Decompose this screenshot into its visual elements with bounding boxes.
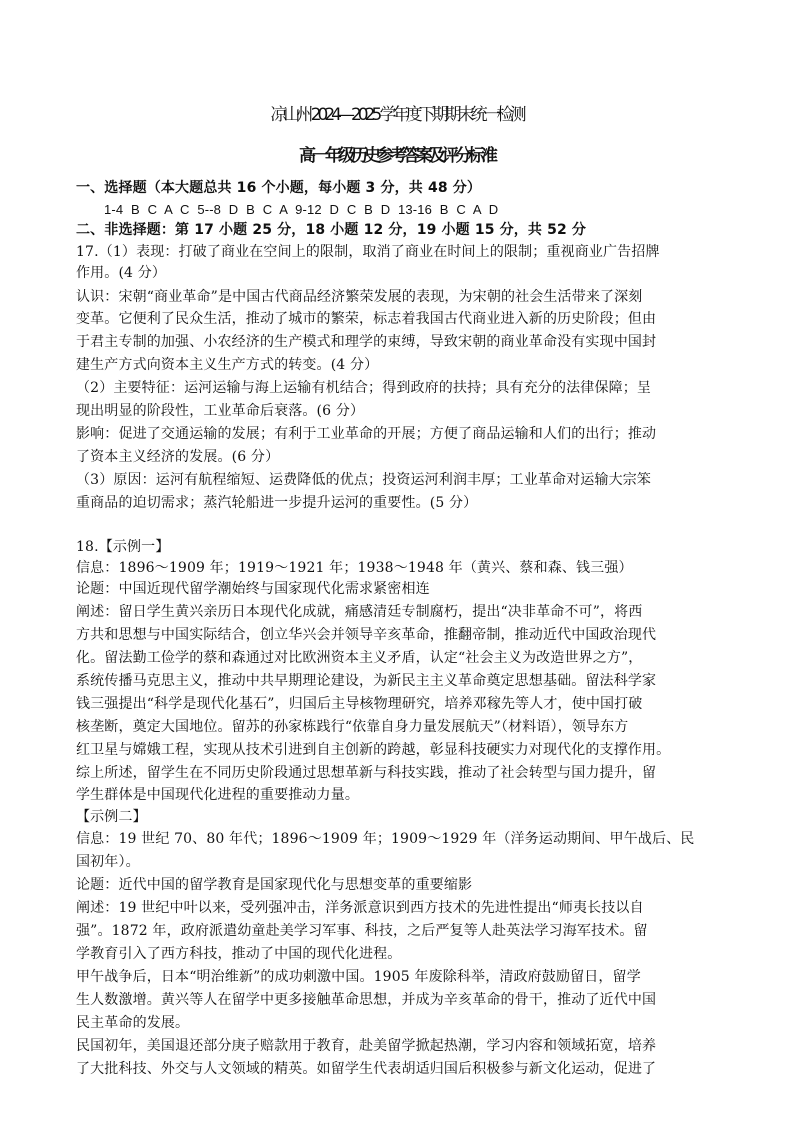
q18-ex2-line-7: 学教育引入了西方科技，推动了中国的现代化进程。: [76, 946, 402, 962]
q17-line-8: 现出明显的阶段性，工业革命后衰落。(6 分）: [76, 403, 365, 419]
q18-line-6: 系统传播马克思主义，推动中共早期理论建设，为新民主主义革命奠定思想基础。留法科学家: [76, 673, 657, 689]
q17-line-7: （2）主要特征：运河运输与海上运输有机结合；得到政府的扶持；具有充分的法律保障；呈: [76, 380, 652, 396]
q18-ex2-info-1: 信息：19 世纪 70、80 年代；1896～1909 年；1909～1929 年（洋务运动期间、甲午战后、民: [76, 831, 695, 847]
q17-line-12: 重商品的迫切需求；蒸汽轮船进一步提升运河的重要性。(5 分）: [76, 495, 478, 511]
q17-line-6: 建生产方式向资本主义生产方式的转变。(4 分）: [76, 357, 379, 373]
q18-line-info: 信息：1896～1909 年；1919～1921 年；1938～1948 年（黄兴、蔡和森、钱三强）: [76, 560, 633, 576]
exam-title: 凉山州 2024—2025 学年度下期期末统一检测: [270, 105, 523, 125]
choice-answers: 1-4 B C A C 5--8 D B C A 9-12 D C B D 13-16 B C A D: [104, 202, 499, 217]
q18-line-10: 综上所述，留学生在不同历史阶段通过思想革新与科技实践，推动了社会转型与国力提升，留: [76, 765, 657, 781]
q18-example2-heading: 【示例二】: [76, 809, 147, 825]
q17-line-4: 变革。它便利了民众生活，推动了城市的繁荣，标志着我国古代商业进入新的历史阶段；但由: [76, 311, 657, 327]
q18-ex2-topic: 论题：近代中国的留学教育是国家现代化与思想变革的重要缩影: [76, 877, 473, 893]
q17-line-9: 影响：促进了交通运输的发展；有利于工业革命的开展；方便了商品运输和人们的出行；推动: [76, 426, 657, 442]
q18-example1-heading: 18.【示例一】: [76, 539, 170, 555]
q18-ex2-line-10: 民主革命的发展。: [76, 1015, 190, 1031]
q18-line-11: 学生群体是中国现代化进程的重要推动力量。: [76, 787, 359, 803]
q18-line-topic: 论题：中国近现代留学潮始终与国家现代化需求紧密相连: [76, 581, 430, 597]
q17-line-10: 了资本主义经济的发展。(6 分）: [76, 449, 280, 465]
q18-line-8: 核垄断，奠定大国地位。留苏的孙家栋践行“依靠自身力量发展航天”（材料语），领导东方: [76, 719, 629, 735]
q18-ex2-line-12: 了大批科技、外交与人文领域的精英。如留学生代表胡适归国后积极参与新文化运动，促进了: [76, 1061, 657, 1077]
q18-line-3: 阐述：留日学生黄兴亲历日本现代化成就，痛感清廷专制腐朽，提出“决非革命不可”，将西: [76, 604, 643, 620]
q18-line-4: 方共和思想与中国实际结合，创立华兴会并领导辛亥革命，推翻帝制，推动近代中国政治现代: [76, 627, 657, 643]
q18-ex2-line-11: 民国初年，美国退还部分庚子赔款用于教育，赴美留学掀起热潮，学习内容和领域拓宽，培养: [76, 1038, 657, 1054]
q18-line-7: 钱三强提出“科学是现代化基石”，归国后主导核物理研究，培养邓稼先等人才，使中国打破: [76, 696, 643, 712]
q18-ex2-line-6: 强”。1872 年，政府派遣幼童赴美学习军事、科技，之后严复等人赴英法学习海军技术。留: [76, 923, 648, 939]
q18-line-9: 红卫星与嫦娥工程，实现从技术引进到自主创新的跨越，彰显科技硬实力对现代化的支撑作用。: [76, 742, 671, 758]
q18-ex2-line-8: 甲午战争后，日本“明治维新”的成功刺激中国。1905 年废除科举，清政府鼓励留日，留学: [76, 969, 641, 985]
answer-key-subtitle: 高一年级历史参考答案及评分标准: [299, 146, 494, 166]
q17-line-11: （3）原因：运河有航程缩短、运费降低的优点；投资运河利润丰厚；工业革命对运输大宗笨: [76, 472, 652, 488]
q17-line-1: 17.（1）表现：打破了商业在空间上的限制，取消了商业在时间上的限制；重视商业广告招牌: [76, 244, 660, 260]
q18-ex2-line-5: 阐述：19 世纪中叶以来，受列强冲击，洋务派意识到西方技术的先进性提出“师夷长技以自: [76, 900, 644, 916]
q17-line-2: 作用。(4 分）: [76, 265, 167, 281]
q17-line-3: 认识：宋朝“商业革命”是中国古代商品经济繁荣发展的表现，为宋朝的社会生活带来了深刻: [76, 289, 643, 305]
q17-line-5: 于君主专制的加强、小农经济的生产模式和理学的束缚，导致宋朝的商业革命没有实现中国封: [76, 334, 657, 350]
q18-line-5: 化。留法勤工俭学的蔡和森通过对比欧洲资本主义矛盾，认定“社会主义为改造世界之方”，: [76, 650, 643, 666]
q18-ex2-info-2: 国初年）。: [76, 854, 140, 870]
section-choice-heading: 一、选择题（本大题总共 16 个小题，每小题 3 分，共 48 分）: [76, 180, 482, 196]
section-open-heading: 二、非选择题：第 17 小题 25 分，18 小题 12 分，19 小题 15 分，共 52 分: [76, 222, 587, 238]
q18-ex2-line-9: 生人数激增。黄兴等人在留学中更多接触革命思想，并成为辛亥革命的骨干，推动了近代中国: [76, 992, 657, 1008]
